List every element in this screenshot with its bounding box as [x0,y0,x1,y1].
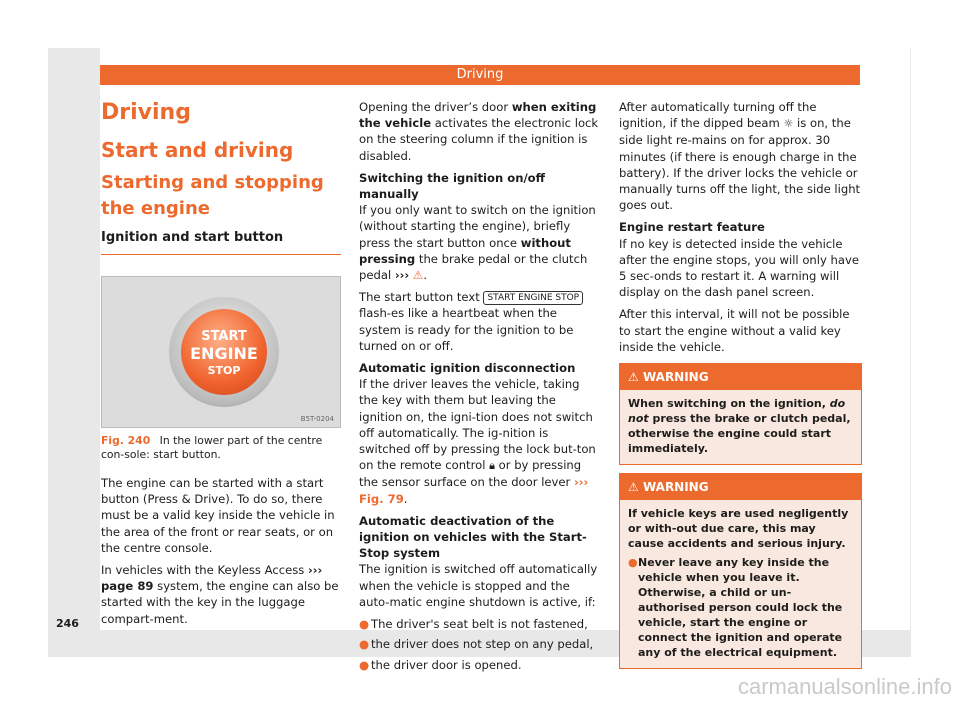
list-item [359,616,602,632]
warning-header [620,474,861,500]
warning-body [620,390,861,464]
text: If you only want to switch on the ignition (without starting the engine), briefly press the start button once [359,203,596,250]
column-2 [359,99,602,677]
bullet-icon: ● [359,637,370,652]
warning-box [619,363,862,465]
warning-triangle-icon: ⚠ [412,268,424,283]
paragraph [101,562,341,627]
warning-title: WARNING [642,480,709,495]
warning-title: WARNING [642,370,709,385]
list-item-text: the driver does not step on any pedal, [371,637,594,652]
subheading: Automatic deactivation of the ignition on vehicles with the Start-Stop system [359,513,587,561]
paragraph [359,289,602,354]
text: After automatically turning off the ignition, if the dipped beam [619,100,817,131]
page-number: 246 [56,617,79,630]
text-emphasis: do not [628,397,846,426]
warning-triangle-icon: ⚠ [628,480,639,495]
dipped-beam-icon: ☼ [783,117,794,131]
heading-driving: Driving [101,100,191,125]
warning-reference-link[interactable]: ››› [394,268,410,283]
heading-starting-stopping: Starting and stopping the engine [101,172,324,219]
figure-reference-link[interactable]: ››› Fig. 79 [359,475,589,506]
button-label-engine: ENGINE [190,344,258,363]
start-button-image [169,297,279,407]
warning-text: If vehicle keys are used negligently or with-out due care, this may cause accidents and serious injury. [628,507,849,551]
list-item [359,636,602,652]
paragraph: The engine can be started with a start button (Press & Drive). To do so, there must be a valid key inside the vehicle in the area of the front or rear seats, or on the centre console. [101,476,335,555]
list-item-text: Never leave any key inside the vehicle when you leave it. Otherwise, a child or un-authorised person could lock the vehicle, start the engine or connect the ignition and operate any of the electrical equipment. [638,556,843,660]
text-bold: without pressing [359,235,571,266]
button-label-stop: STOP [207,364,241,377]
text: In vehicles with the Keyless Access [101,563,305,578]
start-button-face [181,309,267,395]
text: is on, the side light re-mains on for approx. 30 minutes (if there is enough charge in the battery). If the driver locks the vehicle or manually turns off the light, the side light goes out. [619,116,861,213]
subheading: Switching the ignition on/off manually [359,170,546,202]
figure-number: Fig. 240 [101,434,151,447]
bullet-icon: ● [628,556,638,570]
list-item [359,657,602,673]
paragraph: After this interval, it will not be possible to start the engine without a valid key inside the vehicle. [619,307,850,354]
subheading: Automatic ignition disconnection [359,361,576,376]
figure-code: B5T-0204 [300,415,334,423]
warning-triangle-icon: ⚠ [628,370,639,385]
column-3 [619,99,862,669]
list-item [628,555,853,660]
bullet-icon: ● [359,617,370,632]
page-header: Driving [100,65,860,85]
text: Opening the driver’s door [359,100,509,114]
paragraph: If you only want to switch on the ignition (without starting the engine), briefly press the start button once without pressing the brake pedal or the clutch pedal ››› ⚠. [359,203,596,283]
text: press the brake or clutch pedal, otherwise the engine could start immediately. [628,412,851,456]
text: the brake pedal or the clutch pedal [359,251,588,283]
text: system, the engine can also be started with the key in the luggage compart-ment. [101,579,339,626]
warning-body [620,500,861,668]
start-engine-stop-key: START ENGINE STOP [483,291,583,305]
figure-caption [101,434,341,462]
paragraph [619,99,862,213]
watermark: carmanualsonline.info [737,674,952,699]
figure-caption-text: In the lower part of the centre con-sole: start button. [101,434,323,461]
subheading: Engine restart feature [619,220,765,235]
button-label-start: START [201,329,247,344]
bullet-icon: ● [359,657,370,672]
text-bold: when exiting the vehicle [359,100,597,131]
list-item-text: the driver door is opened. [371,657,522,672]
text: When switching on the ignition, [628,397,826,411]
text: If the driver leaves the vehicle, taking the key with them but leaving the ignition on, the igni-tion does not switch off automatically. The ig-nition is switched off by pressing the lock but-ton on the remote control [359,377,596,473]
heading-start-and-driving: Start and driving [101,138,294,162]
list-item-text: The driver's seat belt is not fastened, [371,617,588,632]
paragraph: If the driver leaves the vehicle, taking the key with them but leaving the ignition on, the igni-tion does not switch off automatically. The ig-nition is switched off by pressing the lock but-ton on the remote control 🔒︎ or by pressing the sensor surface on the door lever ››› Fig. 79. [359,377,596,506]
condition-list [359,616,602,673]
paragraph [359,99,602,164]
page-reference-link[interactable]: ››› page 89 [101,563,323,594]
lock-icon: 🔒︎ [489,459,495,473]
warning-box [619,473,862,669]
column-1 [101,98,341,255]
figure-start-button [101,276,341,428]
paragraph: The ignition is switched off automatically when the vehicle is stopped and the auto-matic engine shutdown is active, if: [359,562,598,609]
text: activates the electronic lock on the steering column if the ignition is disabled. [359,116,599,163]
paragraph: If no key is detected inside the vehicle after the engine stops, you will only have 5 sec-onds to restart it. A warning will display on the dash panel screen. [619,236,859,300]
warning-header [620,364,861,390]
column-1-body [101,475,341,633]
text: The start button text [359,290,480,305]
heading-ignition-button: Ignition and start button [101,230,341,255]
text: or by pressing the sensor surface on the door lever [359,458,582,490]
text: flash-es like a heartbeat when the system is ready for the ignition to be turned on or off. [359,306,574,353]
